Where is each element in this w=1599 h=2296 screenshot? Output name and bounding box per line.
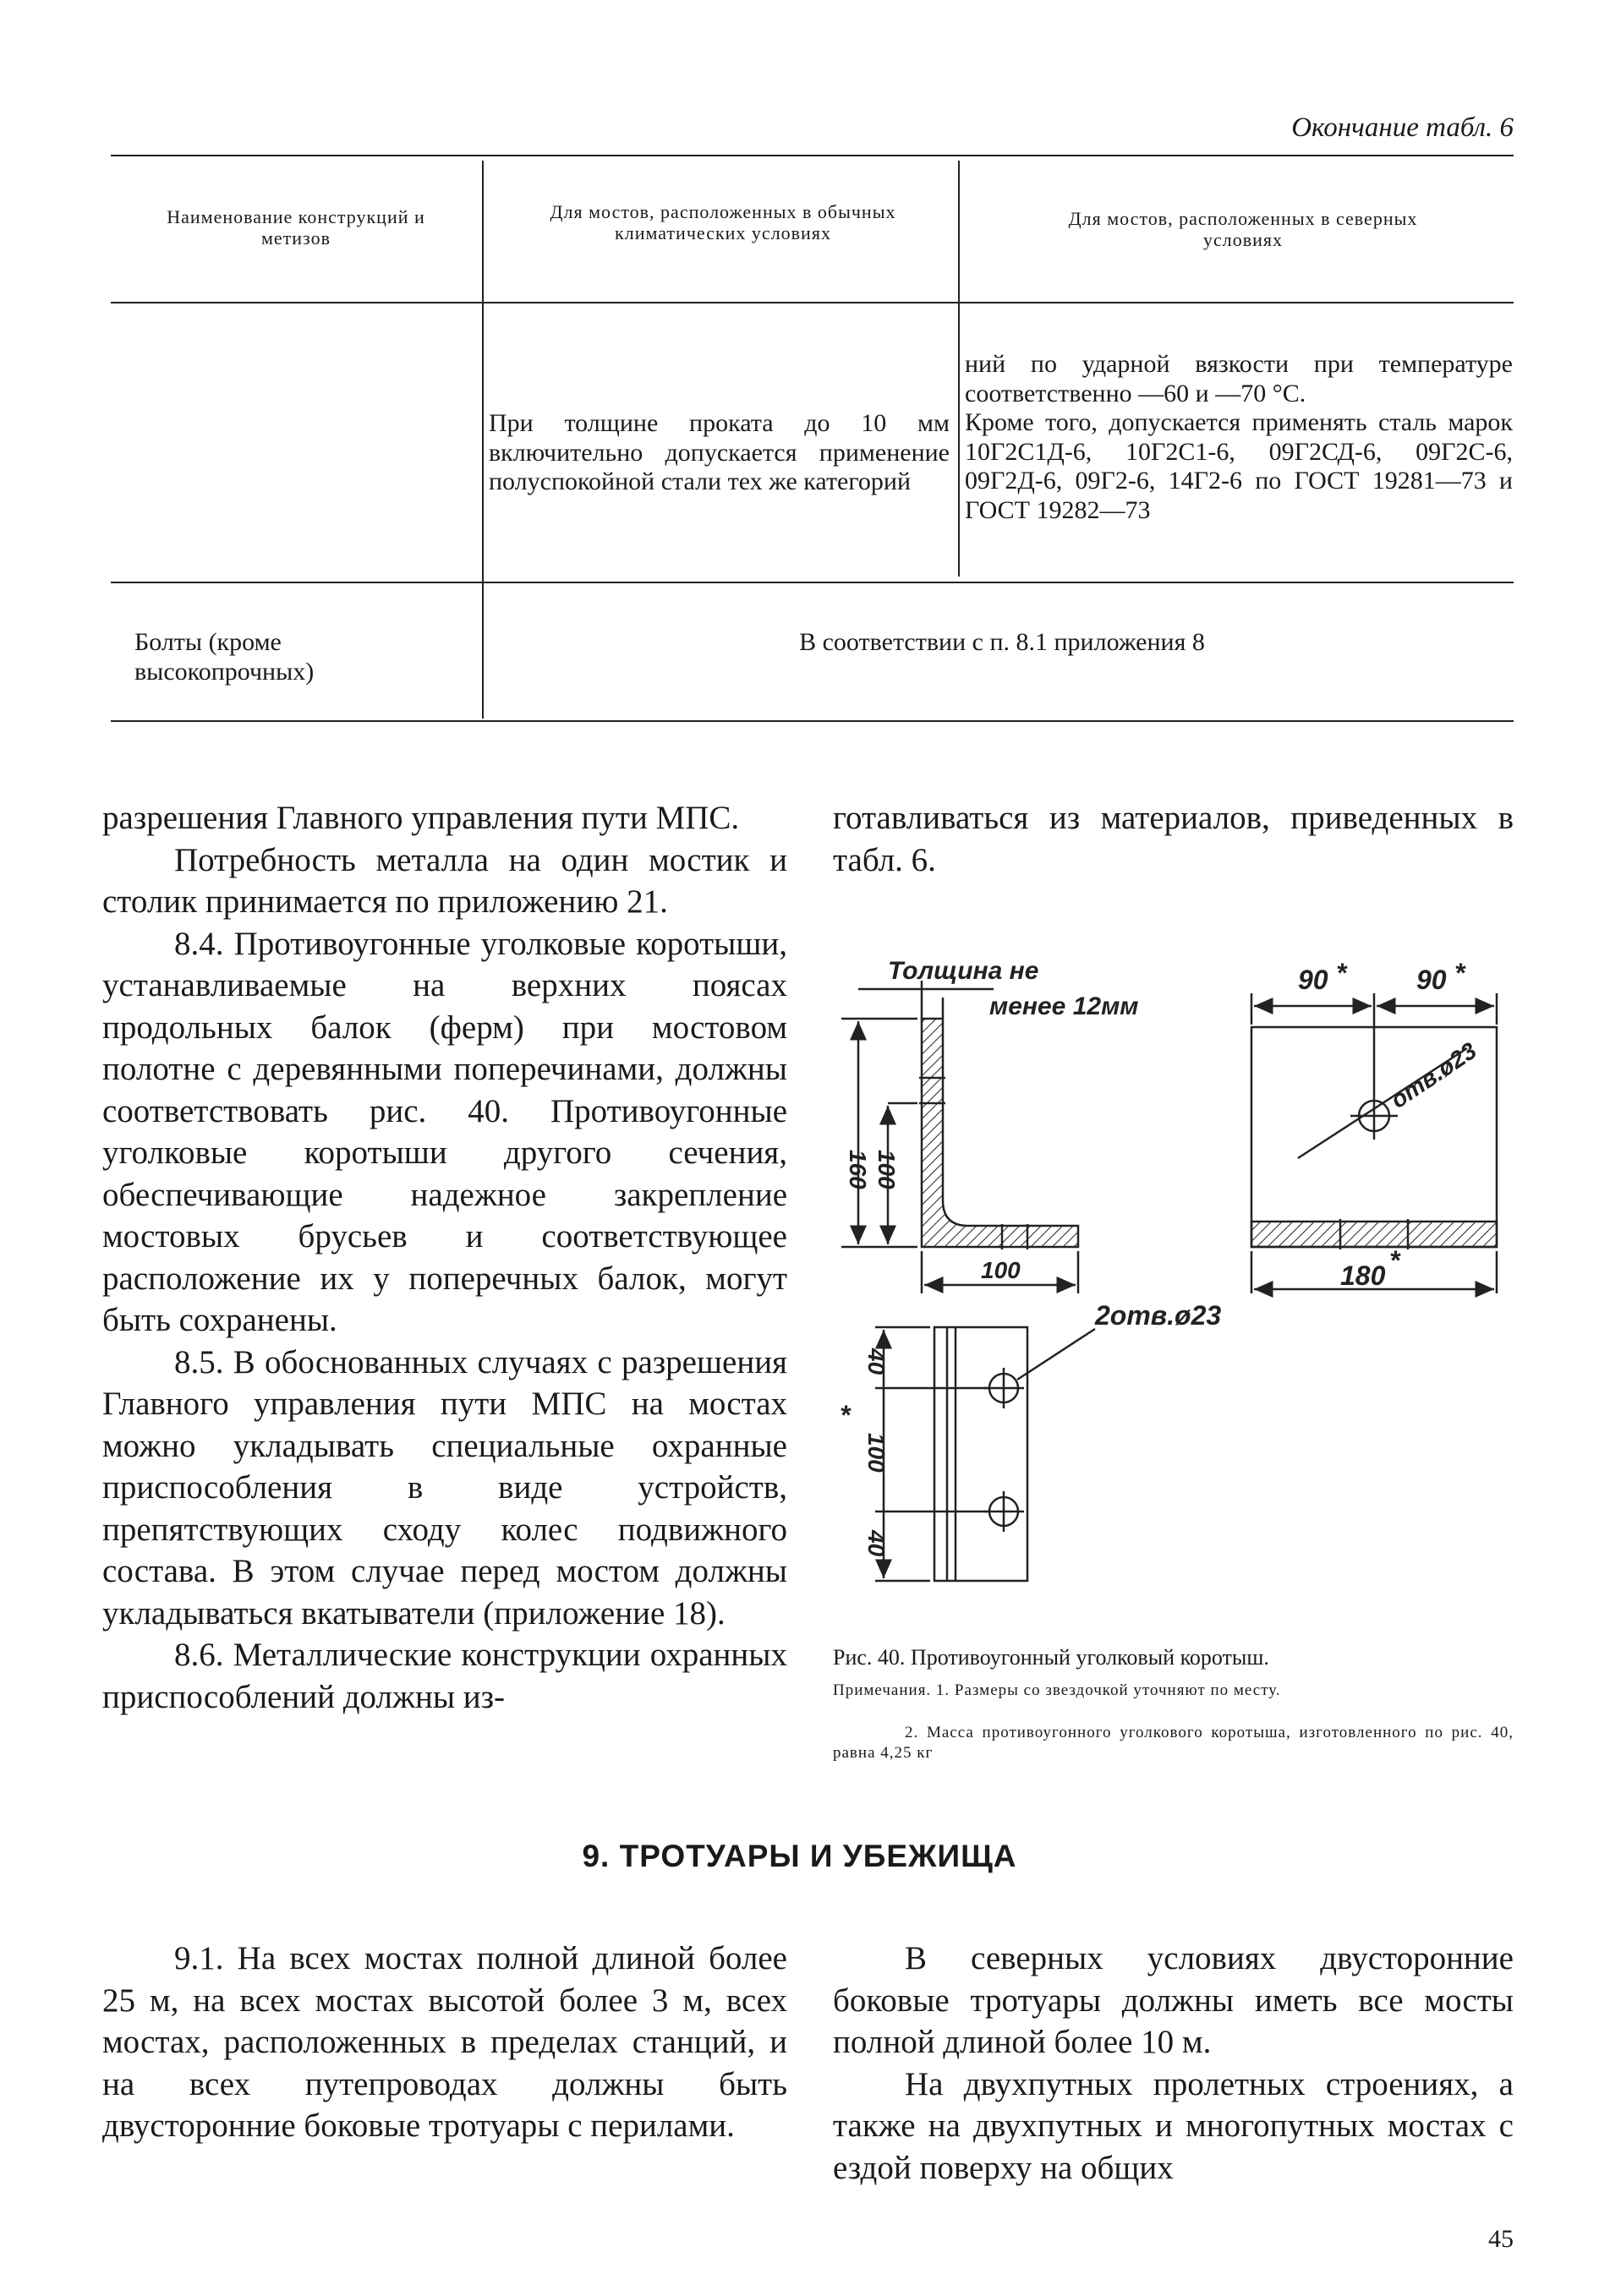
figure-label-star-90-right: *	[1454, 958, 1465, 988]
figure-label-thickness-2: менее 12мм	[989, 992, 1139, 1020]
figure-note-1: Примечания. 1. Размеры со звездочкой уточняют по месту.	[833, 1681, 1281, 1699]
angle-section-profile	[922, 1019, 1078, 1247]
table-header-name: Наименование конструкций и метизов	[167, 206, 425, 249]
figure-label-100-vertical: 100	[873, 1150, 900, 1189]
table-header-northern: Для мостов, расположенных в северных условиях	[1068, 208, 1418, 251]
paragraph-8-6: 8.6. Металлические конструкции охранных приспособлений должны из-	[102, 1637, 787, 1715]
section-heading: 9. ТРОТУАРЫ И УБЕЖИЩА	[582, 1839, 1017, 1873]
figure-label-100-horizontal: 100	[981, 1257, 1021, 1283]
table-cell-name-row2: Болты (кроме высокопрочных)	[134, 628, 315, 686]
table-bottom-rule	[111, 720, 1514, 722]
page-number: 45	[1488, 2225, 1514, 2253]
figure-note-2: 2. Масса противоугонного уголкового коротыша, изготовленного по рис. 40, равна 4,25 кг	[833, 1724, 1514, 1762]
table-top-rule	[111, 155, 1514, 156]
left-text-column	[102, 797, 787, 1718]
figure-label-160: 160	[845, 1150, 871, 1189]
figure-label-90-right: 90	[1416, 965, 1447, 995]
table-continuation-label: Окончание табл. 6	[1291, 112, 1514, 143]
bottom-right-column	[833, 1938, 1514, 2189]
paragraph-9-1-text: 9.1. На всех мостах полной длиной более 25 м, на всех мостах высотой более 3 м, всех мостах, расположенных в пределах станций, и на всех путепроводах должны быть двусторонние боковые тротуары с перилами.	[102, 1940, 787, 2144]
paragraph-northern-sidewalks: В северных условиях двусторонние боковые тротуары должны иметь все мосты полной длиной более 10 м.	[833, 1940, 1514, 2060]
figure-label-hole-angled: отв.ø23	[1386, 1036, 1481, 1113]
figure-label-star-90-left: *	[1336, 958, 1347, 988]
figure-label-holes-two: 2отв.ø23	[1095, 1300, 1222, 1331]
figure-label-180: 180	[1340, 1260, 1386, 1291]
figure-label-thickness-1: Толщина не	[888, 957, 1039, 985]
table-cell-northern-row1: ний по ударной вязкости при температуре соответственно —60 и —70 °С. Кроме того, допускается применять сталь марок 10Г2С1Д-6, 10Г2С1-6, 09Г2СД-6, 09Г2С-6, 09Г2Д-6, 09Г2-6, 14Г2-6 по ГОСТ 19281—73 и ГОСТ 19282—73	[965, 350, 1513, 524]
table-cell-ordinary-row1: При толщине проката до 10 мм включительно допускается применение полуспокойной стали тех же категорий	[489, 409, 950, 495]
figure-label-100-star: 100	[863, 1433, 890, 1473]
figure-label-90-left: 90	[1298, 965, 1328, 995]
paragraph-9-1	[102, 1938, 787, 2147]
paragraph-8-4: 8.4. Противоугонные уголковые коротыши, устанавливаемые на верхних поясах продольных балок (ферм) при мостовом полотне с деревянными поперечинами, должны соответствовать рис. 40. Противоугонные уголковые коротыши другого сечения, обеспечивающие надежное закрепление мостовых брусьев и соответствующее расположение их у поперечных балок, могут быть сохранены.	[102, 925, 787, 1338]
table-col-divider-2	[958, 161, 960, 577]
right-text-top: готавливаться из материалов, приведенных в табл. 6.	[833, 800, 1514, 878]
paragraph-metal-requirement: Потребность металла на один мостик и столик принимается по приложению 21.	[102, 841, 787, 920]
table-header-ordinary: Для мостов, расположенных в обычных климатических условиях	[550, 201, 896, 244]
paragraph-8-5: 8.5. В обоснованных случаях с разрешения Главного управления пути МПС на мостах можно укладывать специальные охранные приспособления в виде устройств, препятствующих сходу колес подвижного состава. В этом случае перед мостом должны укладываться вкатыватели (приложение 18).	[102, 1343, 787, 1632]
table-cell-merged-row2: В соответствии с п. 8.1 приложения 8	[799, 628, 1205, 656]
paragraph-double-track: На двухпутных пролетных строениях, а также на двухпутных и многопутных мостах с ездой поверху на общих	[833, 2065, 1514, 2186]
table-header-rule	[111, 302, 1514, 303]
figure-label-star-180: *	[1389, 1245, 1400, 1276]
figure-caption: Рис. 40. Противоугонный уголковый коротыш.	[833, 1645, 1269, 1670]
table-col-divider-1	[482, 161, 484, 719]
table-row-rule	[111, 582, 1514, 583]
figure-label-star-100: *	[840, 1400, 851, 1430]
figure-label-40-top: 40	[863, 1348, 890, 1375]
paragraph-continuation: разрешения Главного управления пути МПС.	[102, 800, 740, 836]
figure-40-drawing	[824, 947, 1518, 1606]
figure-label-40-bottom: 40	[863, 1530, 890, 1557]
